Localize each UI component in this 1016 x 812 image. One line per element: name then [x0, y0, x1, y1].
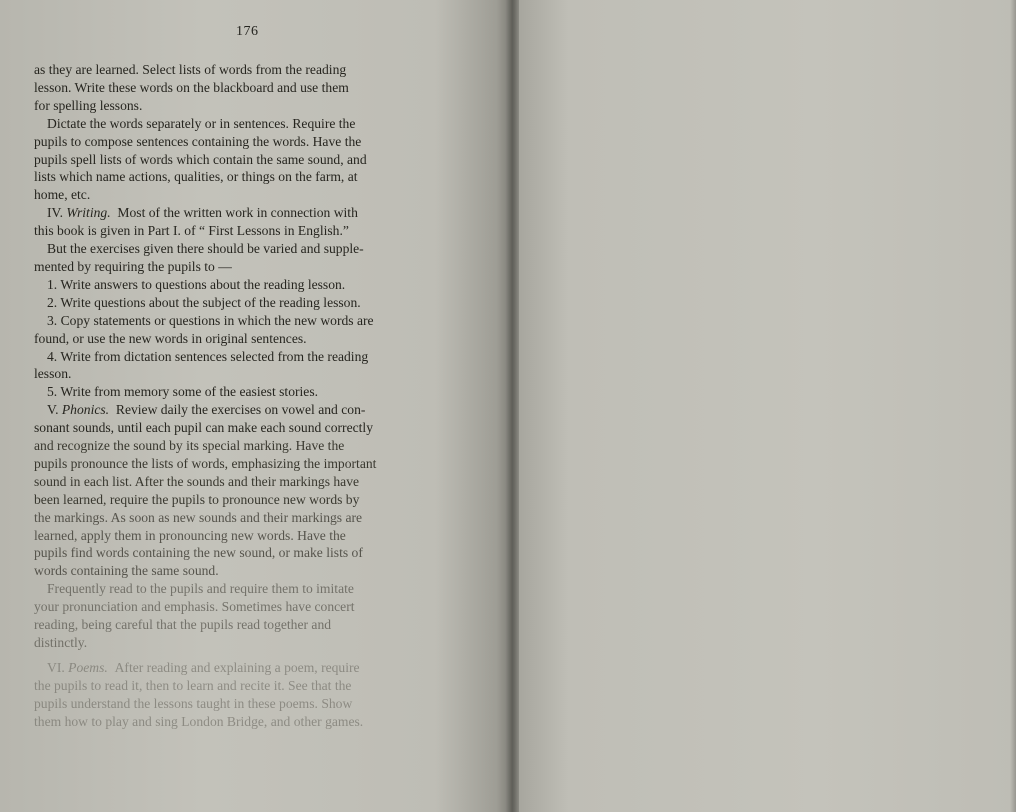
section-phonics [34, 401, 460, 419]
list-item: 5. Write from memory some of the easiest stories. [47, 384, 319, 400]
section-heading: Poems. [68, 659, 108, 675]
text-line: the pupils to read it, then to learn and recite it. See that the [34, 677, 352, 693]
page-text [34, 61, 460, 731]
right-page-blank [519, 0, 1016, 812]
page-number: 176 [236, 24, 259, 39]
text-line: learned, apply them in pronouncing new words. Have the [34, 527, 346, 543]
list-item: 3. Copy statements or questions in which the new words are [47, 312, 374, 328]
text-line: lists which name actions, qualities, or things on the farm, at [34, 169, 358, 185]
text-line: lesson. Write these words on the blackboard and use them [34, 79, 349, 95]
text-line: distinctly. [34, 635, 88, 650]
text-line: sonant sounds, until each pupil can make each sound correctly [34, 420, 373, 436]
text-line: as they are learned. Select lists of words from the reading [34, 62, 347, 77]
text-line: home, etc. [34, 187, 91, 203]
text-line: pupils to compose sentences containing the words. Have the [34, 133, 362, 149]
text-line: Frequently read to the pupils and require them to imitate [47, 581, 354, 597]
section-writing [34, 204, 460, 222]
list-item: 2. Write questions about the subject of the reading lesson. [47, 294, 361, 310]
text-line: and recognize the sound by its special marking. Have the [34, 438, 345, 454]
text-line: for spelling lessons. [34, 97, 143, 113]
text-line: pupils understand the lessons taught in these poems. Show [34, 695, 353, 711]
text-line: Most of the written work in connection with [117, 205, 358, 221]
text-line: But the exercises given there should be varied and supple- [47, 241, 364, 257]
text-line: mented by requiring the pupils to — [34, 258, 232, 274]
text-line: been learned, require the pupils to pronounce new words by [34, 491, 360, 507]
list-item: 4. Write from dictation sentences selected from the reading [47, 348, 369, 364]
text-line: pupils find words containing the new sound, or make lists of [34, 545, 363, 561]
section-number: VI. [47, 659, 65, 675]
text-line: lesson. [34, 366, 72, 382]
text-line: After reading and explaining a poem, require [114, 659, 360, 675]
text-line: sound in each list. After the sounds and their markings have [34, 473, 360, 489]
text-line: pupils pronounce the lists of words, emphasizing the important [34, 455, 377, 471]
text-line: your pronunciation and emphasis. Sometimes have concert [34, 599, 355, 615]
text-line: pupils spell lists of words which contain the same sound, and [34, 151, 367, 167]
text-line: reading, being careful that the pupils read together and [34, 617, 332, 633]
section-heading: Writing. [66, 205, 111, 221]
section-number: IV. [47, 205, 63, 221]
text-line: this book is given in Part I. of “ First Lessons in English.” [34, 223, 349, 239]
text-line: words containing the same sound. [34, 563, 219, 579]
text-line: Review daily the exercises on vowel and con- [115, 402, 366, 418]
text-line: the markings. As soon as new sounds and their markings are [34, 509, 363, 525]
section-heading: Phonics. [61, 402, 110, 418]
text-line: Dictate the words separately or in sentences. Require the [47, 115, 356, 131]
section-poems [34, 659, 460, 677]
text-line: them how to play and sing London Bridge, and other games. [34, 713, 364, 729]
list-item: 1. Write answers to questions about the reading lesson. [47, 276, 346, 292]
section-number: V. [47, 402, 59, 418]
text-line: found, or use the new words in original sentences. [34, 330, 307, 346]
